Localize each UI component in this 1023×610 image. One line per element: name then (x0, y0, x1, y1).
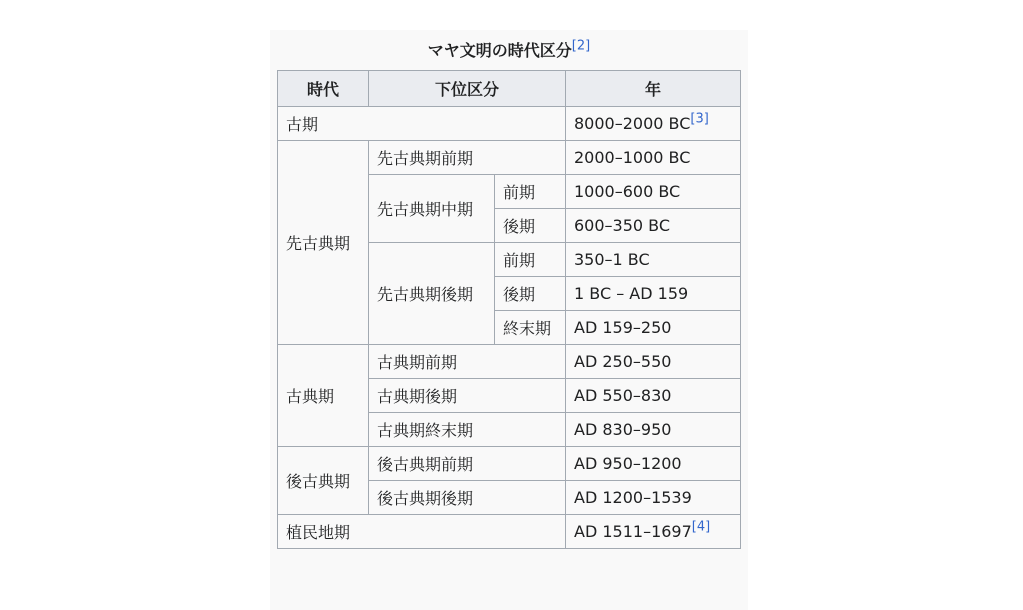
era-cell: 植民地期 (278, 515, 566, 549)
table-row (278, 515, 741, 549)
header-era: 時代 (278, 71, 369, 107)
subdivision-cell: 古典期前期 (369, 345, 566, 379)
year-text: 8000–2000 BC (574, 114, 691, 133)
table-row (278, 141, 741, 175)
year-cell: AD 950–1200 (566, 447, 741, 481)
maya-periods-table (277, 70, 741, 549)
era-cell: 先古典期 (278, 141, 369, 345)
subdivision-cell: 古典期終末期 (369, 413, 566, 447)
phase-cell: 後期 (495, 209, 566, 243)
year-cell (566, 107, 741, 141)
phase-cell: 終末期 (495, 311, 566, 345)
year-text: AD 1511–1697 (574, 522, 692, 541)
phase-cell: 後期 (495, 277, 566, 311)
year-cell: AD 550–830 (566, 379, 741, 413)
subdivision-cell: 先古典期後期 (369, 243, 495, 345)
subdivision-cell: 後古典期後期 (369, 481, 566, 515)
table-row (278, 107, 741, 141)
year-cell: 600–350 BC (566, 209, 741, 243)
year-cell: AD 159–250 (566, 311, 741, 345)
year-cell: 2000–1000 BC (566, 141, 741, 175)
header-subdivision: 下位区分 (369, 71, 566, 107)
table-row (278, 447, 741, 481)
year-cell: AD 830–950 (566, 413, 741, 447)
subdivision-cell: 先古典期前期 (369, 141, 566, 175)
citation-link[interactable]: [2] (571, 38, 591, 54)
year-cell: 1 BC – AD 159 (566, 277, 741, 311)
subdivision-cell: 後古典期前期 (369, 447, 566, 481)
table-row (278, 345, 741, 379)
year-cell: 1000–600 BC (566, 175, 741, 209)
citation-link[interactable]: [3] (690, 111, 709, 127)
era-cell: 古典期 (278, 345, 369, 447)
year-cell: AD 1200–1539 (566, 481, 741, 515)
era-cell: 古期 (278, 107, 566, 141)
phase-cell: 前期 (495, 243, 566, 277)
table-caption (270, 36, 748, 66)
citation-link[interactable]: [4] (691, 519, 711, 535)
subdivision-cell: 古典期後期 (369, 379, 566, 413)
year-cell (566, 515, 741, 549)
year-cell: AD 250–550 (566, 345, 741, 379)
subdivision-cell: 先古典期中期 (369, 175, 495, 243)
phase-cell: 前期 (495, 175, 566, 209)
header-row (278, 71, 741, 107)
header-year: 年 (566, 71, 741, 107)
era-cell: 後古典期 (278, 447, 369, 515)
caption-text: マヤ文明の時代区分 (427, 41, 572, 60)
year-cell: 350–1 BC (566, 243, 741, 277)
